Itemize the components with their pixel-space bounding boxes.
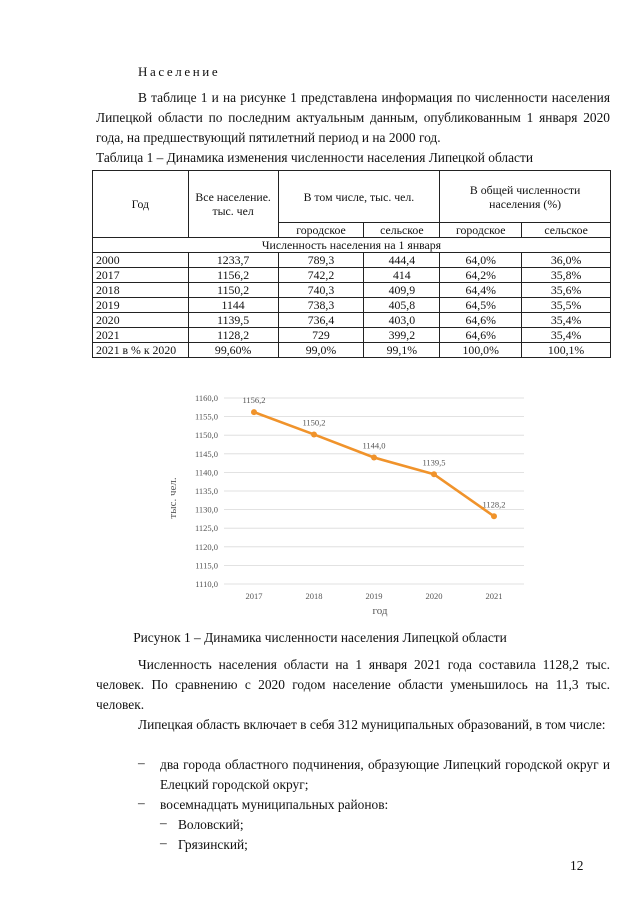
data-point <box>371 455 377 461</box>
x-tick-label: 2019 <box>365 591 383 601</box>
chart-svg <box>160 386 530 622</box>
y-tick-label: 1115,0 <box>195 560 218 571</box>
data-point <box>251 409 257 415</box>
cell: 444,4 <box>364 253 440 268</box>
cell: 789,3 <box>278 253 364 268</box>
list-dash: – <box>138 755 145 770</box>
data-label: 1139,5 <box>422 457 446 468</box>
cell: 2019 <box>93 298 189 313</box>
cell: 403,0 <box>364 313 440 328</box>
cell: 2021 в % к 2020 <box>93 343 189 358</box>
data-point <box>311 431 317 437</box>
y-tick-label: 1150,0 <box>194 430 218 441</box>
sublist-item: Воловский; <box>178 817 244 832</box>
table-row <box>93 328 611 343</box>
cell: 738,3 <box>278 298 364 313</box>
cell: 2018 <box>93 283 189 298</box>
y-tick-label: 1125,0 <box>194 523 218 534</box>
y-axis-label: тыс. чел. <box>167 477 179 519</box>
x-tick-label: 2017 <box>245 591 263 601</box>
cell: 1150,2 <box>188 283 278 298</box>
cell: 35,5% <box>522 298 611 313</box>
data-label: 1156,2 <box>242 395 266 406</box>
figure-caption: Рисунок 1 – Динамика численности населения Липецкой области <box>133 630 507 645</box>
cell: 64,6% <box>440 328 522 343</box>
cell: 64,5% <box>440 298 522 313</box>
header-share: В общей численности населения (%) <box>440 171 611 223</box>
table-caption: Таблица 1 – Динамика изменения численности населения Липецкой области <box>96 150 534 165</box>
cell: 36,0% <box>522 253 611 268</box>
table-row <box>93 298 611 313</box>
cell: 2021 <box>93 328 189 343</box>
list-item: два города областного подчинения, образующие Липецкий городской округ и Елецкий городской округ; <box>160 757 610 792</box>
x-tick-label: 2020 <box>425 591 443 601</box>
header-total: Все население. тыс. чел <box>188 171 278 238</box>
table-row <box>93 313 611 328</box>
page-number: 12 <box>570 858 584 873</box>
cell: 736,4 <box>278 313 364 328</box>
cell: 1156,2 <box>188 268 278 283</box>
cell: 64,2% <box>440 268 522 283</box>
data-label: 1144,0 <box>362 440 386 451</box>
cell: 2020 <box>93 313 189 328</box>
data-label: 1128,2 <box>482 499 506 510</box>
cell: 35,4% <box>522 313 611 328</box>
y-tick-label: 1160,0 <box>194 393 218 403</box>
cell: 35,4% <box>522 328 611 343</box>
cell: 100,0% <box>440 343 522 358</box>
header-rural: сельское <box>364 223 440 238</box>
table-row <box>93 268 611 283</box>
x-tick-label: 2018 <box>305 591 323 601</box>
population-table <box>92 170 611 358</box>
series-line <box>254 412 494 516</box>
cell: 64,6% <box>440 313 522 328</box>
cell: 64,4% <box>440 283 522 298</box>
x-axis-label: год <box>372 605 388 617</box>
cell: 99,60% <box>188 343 278 358</box>
table-row <box>93 343 611 358</box>
paragraph-municipalities: Липецкая область включает в себя 312 муниципальных образований, в том числе: <box>138 717 606 732</box>
cell: 1144 <box>188 298 278 313</box>
cell: 405,8 <box>364 298 440 313</box>
y-tick-label: 1135,0 <box>194 486 218 496</box>
cell: 414 <box>364 268 440 283</box>
list-item: восемнадцать муниципальных районов: <box>160 797 389 812</box>
header-urban: городское <box>278 223 364 238</box>
cell: 35,8% <box>522 268 611 283</box>
y-tick-label: 1110,0 <box>195 579 218 589</box>
cell: 2000 <box>93 253 189 268</box>
cell: 740,3 <box>278 283 364 298</box>
table-row <box>93 253 611 268</box>
cell: 1233,7 <box>188 253 278 268</box>
y-tick-label: 1145,0 <box>194 448 218 459</box>
data-point <box>491 513 497 519</box>
header-year: Год <box>93 171 189 238</box>
cell: 1139,5 <box>188 313 278 328</box>
table-row <box>93 283 611 298</box>
cell: 35,6% <box>522 283 611 298</box>
cell: 399,2 <box>364 328 440 343</box>
y-tick-label: 1130,0 <box>194 504 218 515</box>
section-title: Население <box>138 64 221 79</box>
header-urban-share: городское <box>440 223 522 238</box>
data-label: 1150,2 <box>302 417 326 428</box>
sublist-dash: – <box>160 815 167 830</box>
y-tick-label: 1120,0 <box>194 541 218 552</box>
cell: 99,0% <box>278 343 364 358</box>
cell: 1128,2 <box>188 328 278 343</box>
cell: 2017 <box>93 268 189 283</box>
sublist-dash: – <box>160 835 167 850</box>
x-tick-label: 2021 <box>485 591 503 601</box>
y-tick-label: 1155,0 <box>194 411 218 422</box>
population-chart <box>160 386 530 622</box>
sublist-item: Грязинский; <box>178 837 248 852</box>
cell: 64,0% <box>440 253 522 268</box>
cell: 729 <box>278 328 364 343</box>
paragraph-population: Численность населения области на 1 января 2021 года составила 1128,2 тыс. человек. По сравнению с 2020 годом население области уменьшилось на 11,3 тыс. человек. <box>96 657 610 712</box>
list-dash: – <box>138 795 145 810</box>
header-rural-share: сельское <box>522 223 611 238</box>
header-incl: В том числе, тыс. чел. <box>278 171 440 223</box>
data-point <box>431 471 437 477</box>
intro-paragraph: В таблице 1 и на рисунке 1 представлена информация по численности населения Липецкой области по последним актуальным данным, опубликованным 1 января 2020 года, на предшествующий пятилетний период и на 2000 год. <box>96 90 610 145</box>
table-subheader: Численность населения на 1 января <box>93 238 611 253</box>
cell: 409,9 <box>364 283 440 298</box>
cell: 99,1% <box>364 343 440 358</box>
cell: 742,2 <box>278 268 364 283</box>
y-tick-label: 1140,0 <box>194 467 218 478</box>
cell: 100,1% <box>522 343 611 358</box>
